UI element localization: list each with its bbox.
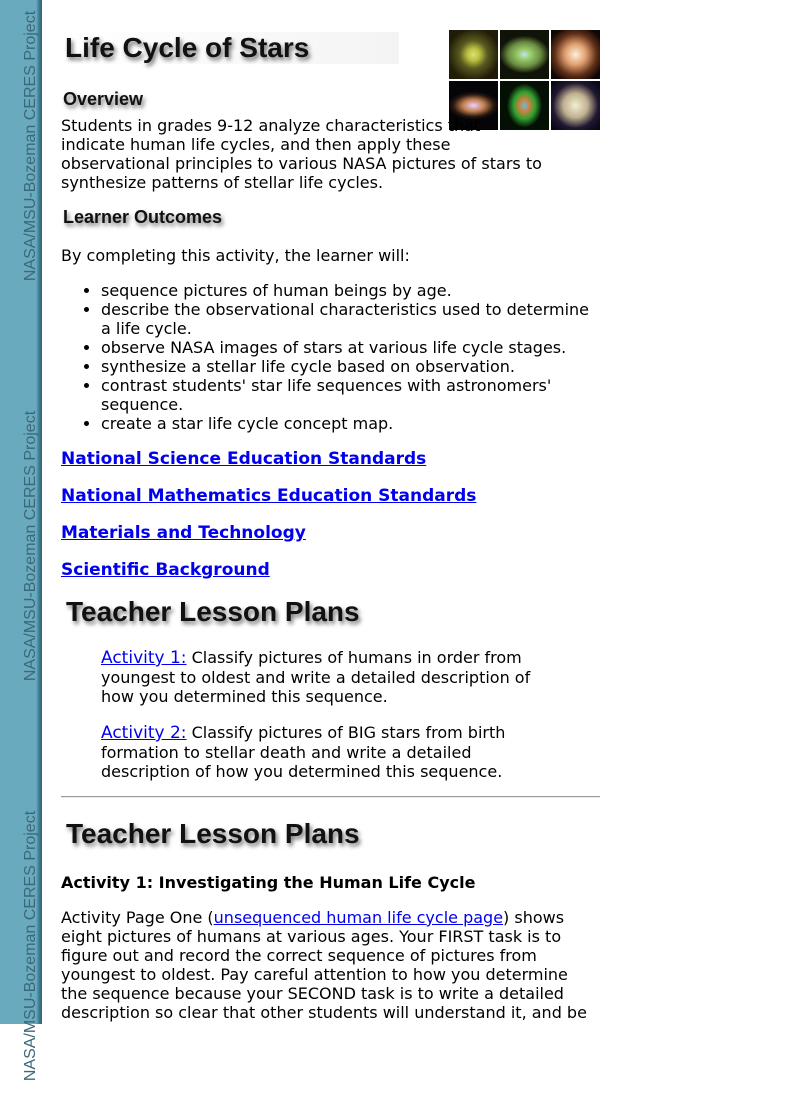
activity-1 <box>101 648 541 706</box>
list-item: • sequence pictures of human beings by age. <box>101 281 601 300</box>
sidebar-label: NASA/MSU-Bozeman CERES Project <box>22 10 39 282</box>
outcomes-list <box>61 281 601 433</box>
list-item: • contrast students' star life sequences with astronomers' sequence. <box>101 376 601 414</box>
link-math-standards[interactable]: National Mathematics Education Standards <box>61 486 477 506</box>
list-item: • describe the observational characteristics used to determine a life cycle. <box>101 300 601 338</box>
text: ) shows eight pictures of humans at various ages. Your FIRST task is to figure out and record the correct sequence of pictures from youngest to oldest. Pay careful attention to how you determine the sequence because your SECOND task is to write a detailed description so clear that other students will understand it, and be <box>61 908 587 1022</box>
divider <box>61 796 600 798</box>
lesson-plans-heading: Teacher Lesson Plans <box>66 596 360 627</box>
sidebar-label: NASA/MSU-Bozeman CERES Project <box>22 410 39 682</box>
activity-1-link[interactable]: Activity 1: <box>101 648 187 668</box>
outcomes-heading: Learner Outcomes <box>63 207 223 227</box>
activity-2 <box>101 723 541 781</box>
sidebar <box>0 0 42 1082</box>
star-image <box>449 30 498 79</box>
star-image <box>500 30 549 79</box>
overview-heading: Overview <box>63 89 144 109</box>
activity-1-text: Classify pictures of humans in order from youngest to oldest and write a detailed description of how you determined this sequence. <box>101 648 531 706</box>
list-item: • synthesize a stellar life cycle based on observation. <box>101 357 601 376</box>
star-images <box>449 30 600 130</box>
star-image <box>551 81 600 130</box>
link-science-standards[interactable]: National Science Education Standards <box>61 449 427 469</box>
overview-text: Students in grades 9-12 analyze characteristics that indicate human life cycles, and then apply these observational principles to various NASA pictures of stars to synthesize patterns of stellar life cycles. <box>61 116 542 192</box>
lesson-plans-heading-2: Teacher Lesson Plans <box>66 818 360 849</box>
activity-2-text: Classify pictures of BIG stars from birth formation to stellar death and write a detailed description of how you determined this sequence. <box>101 723 506 781</box>
activity-1-heading: Activity 1: Investigating the Human Life Cycle <box>61 873 476 892</box>
unsequenced-page-link[interactable]: unsequenced human life cycle page <box>213 908 504 927</box>
link-scientific-background[interactable]: Scientific Background <box>61 560 270 580</box>
outcomes-intro: By completing this activity, the learner will: <box>61 246 410 265</box>
page-title: Life Cycle of Stars <box>65 32 399 64</box>
text: Activity Page One ( <box>61 908 214 927</box>
star-image <box>551 30 600 79</box>
activity-2-link[interactable]: Activity 2: <box>101 723 187 743</box>
link-materials-technology[interactable]: Materials and Technology <box>61 523 306 543</box>
list-item: • create a star life cycle concept map. <box>101 414 601 433</box>
sidebar-label: NASA/MSU-Bozeman CERES Project <box>22 810 39 1082</box>
activity-1-description <box>61 908 596 1022</box>
list-item: • observe NASA images of stars at various life cycle stages. <box>101 338 601 357</box>
